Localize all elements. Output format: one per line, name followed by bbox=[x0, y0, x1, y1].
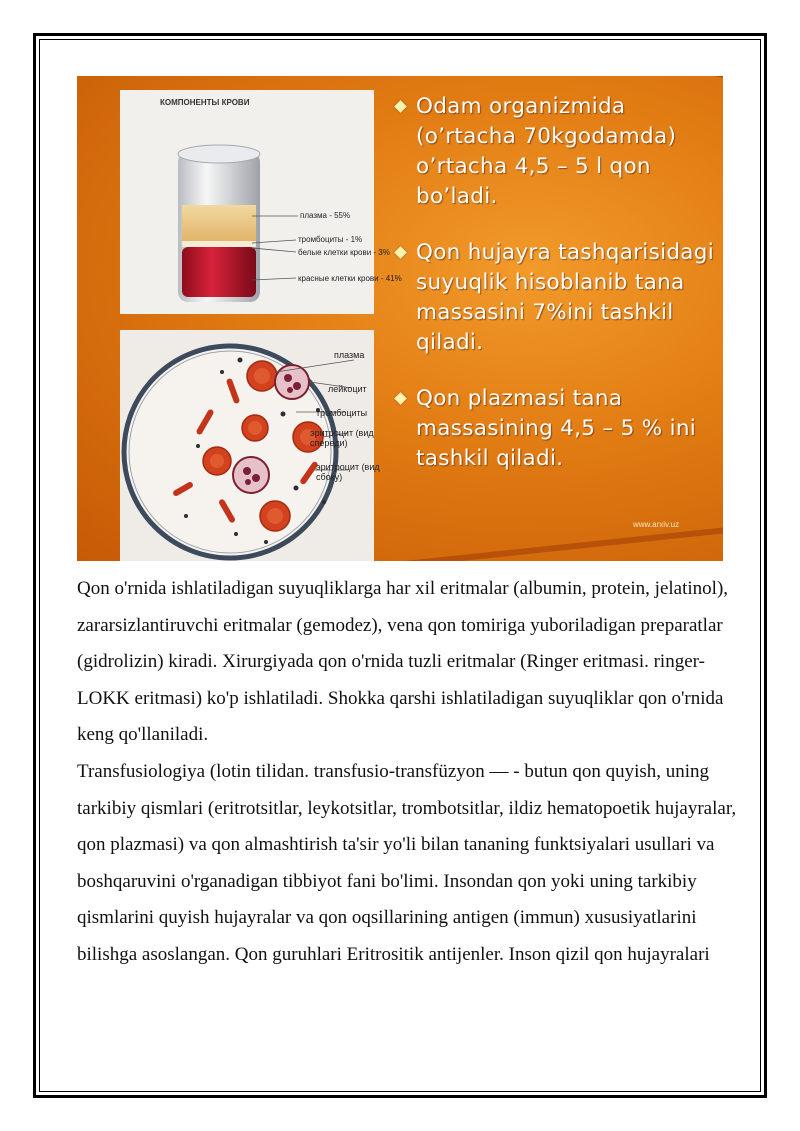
tube-panel-title: КОМПОНЕНТЫ КРОВИ bbox=[160, 98, 250, 107]
bullet-text: Qon plazmasi tana massasining 4,5 – 5 % ini tashkil qiladi. bbox=[416, 386, 697, 471]
blood-components-tube-panel bbox=[120, 90, 402, 314]
plasma-label: плазма - 55% bbox=[300, 211, 351, 220]
white-cells-label: белые клетки крови - 3% bbox=[298, 248, 390, 257]
bullet-text: Odam organizmida (o’rtacha 70kgodamda) o’rtacha 4,5 – 5 l qon bo’ladi. bbox=[416, 94, 677, 209]
bullet-diamond-icon bbox=[394, 392, 407, 405]
red-cells-label: красные клетки крови - 41% bbox=[298, 274, 402, 283]
bullet-text: Qon hujayra tashqarisidagi suyuqlik hisoblanib tana massasini 7%ini tashkil qiladi. bbox=[416, 240, 714, 355]
erythrocyte-front-label: эритроцит (вид спереди) bbox=[310, 428, 374, 448]
bullet-item bbox=[395, 92, 717, 212]
bullet-item bbox=[395, 384, 717, 474]
slide-bullet-list bbox=[395, 92, 717, 500]
leukocyte-label: лейкоцит bbox=[328, 384, 367, 394]
blood-cells-panel bbox=[120, 330, 380, 561]
decor-streak bbox=[338, 524, 723, 561]
platelets-cell-label: тромбоциты bbox=[316, 408, 368, 418]
bullet-item bbox=[395, 238, 717, 358]
paragraph: Transfusiologiya (lotin tilidan. transfusio-transfüzyon — - butun qon quyish, uning tarkibiy qismlari (eritrotsitlar, leykotsitlar, trombotsitlar, ildiz hematopoetik hujayralar, qon plazmasi) va qon almashtirish ta'sir yo'li bilan tananing funktsiyalari usullari va boshqaruvini o'rganadigan tibbiyot fani bo'limi. Insondan qon yoki uning tarkibiy qismlarini quyish hujayralar va qon oqsillarining antigen (immun) xususiyatlarini bilishga asoslangan. Qon guruhlari Eritrositik antijenler. Inson qizil qon hujayralari bbox=[77, 760, 737, 965]
blood-slide-image bbox=[77, 76, 723, 561]
paragraph: Qon o'rnida ishlatiladigan suyuqliklarga har xil eritmalar (albumin, protein, jelatinol), zararsizlantiruvchi eritmalar (gemodez), vena qon tomiriga yuboriladigan preparatlar (gidrolizin) kiradi. Xirurgiyada qon o'rnida tuzli eritmalar (Ringer eritmasi. ringer-LOKK eritmasi) ko'p ishlatiladi. Shokka qarshi ishlatiladigan suyuqliklar qon o'rnida keng qo'llaniladi. bbox=[77, 578, 729, 746]
watermark-url: www.arxiv.uz bbox=[633, 520, 680, 529]
erythrocyte-side-label: эритроцит (вид сбоку) bbox=[316, 462, 380, 482]
plasma-cell-label: плазма bbox=[334, 350, 365, 360]
body-text bbox=[77, 571, 737, 974]
platelets-label: тромбоциты - 1% bbox=[298, 235, 363, 244]
bullet-diamond-icon bbox=[394, 246, 407, 259]
bullet-diamond-icon bbox=[394, 100, 407, 113]
